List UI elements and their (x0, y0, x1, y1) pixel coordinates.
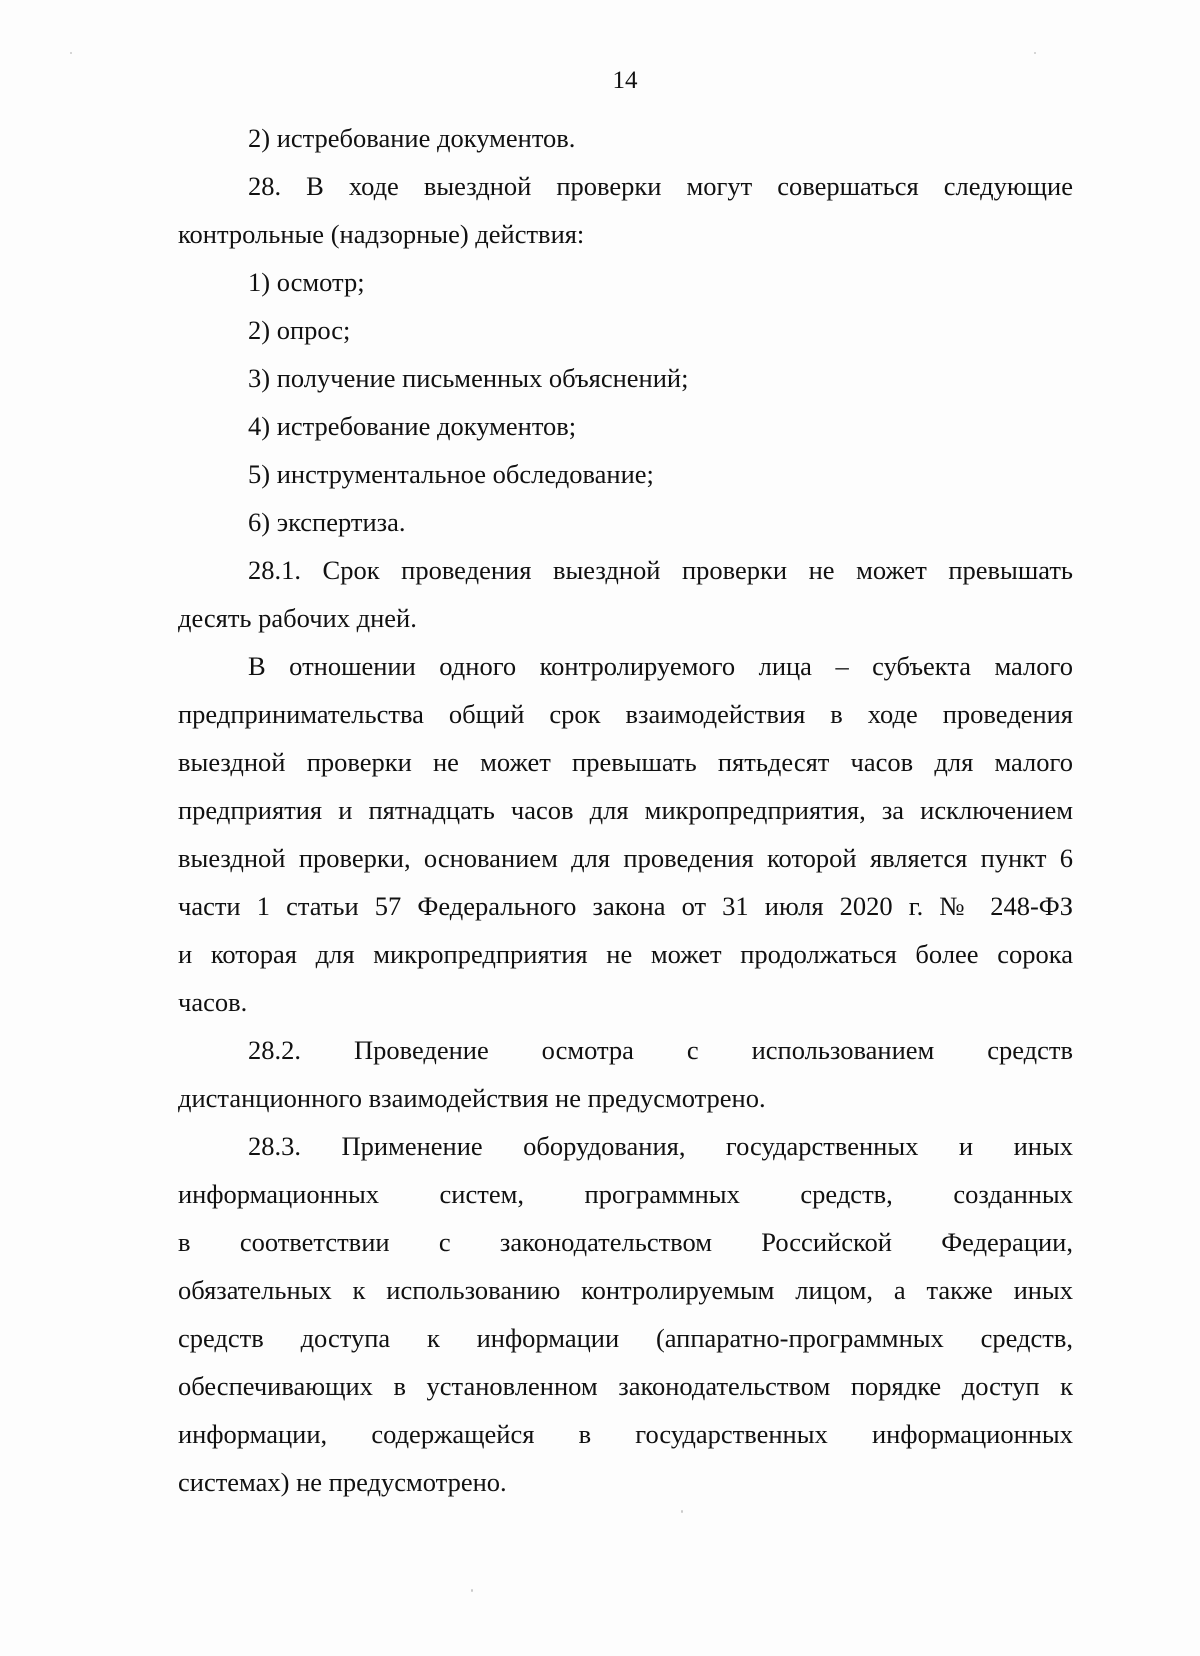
paragraph-small-business-line: часов. (178, 987, 248, 1017)
list-item-inspection: 1) осмотр; (248, 267, 365, 297)
paragraph-28-2-line: дистанционного взаимодействия не предусмотрено. (178, 1083, 766, 1113)
paragraph-28-2-line: 28.2. Проведение осмотра с использованием средств (248, 1035, 1073, 1065)
paragraph-28-line: контрольные (надзорные) действия: (178, 219, 585, 249)
paragraph-28-3-line: 28.3. Применение оборудования, государственных и иных (248, 1131, 1073, 1161)
paragraph-28-1-line: 28.1. Срок проведения выездной проверки не может превышать (248, 555, 1073, 585)
paragraph-28-3-line: информационных систем, программных средств, созданных (178, 1179, 1073, 1209)
paragraph-28-line: 28. В ходе выездной проверки могут совершаться следующие (248, 171, 1073, 201)
scan-speck (70, 52, 72, 54)
paragraph-small-business-line: предпринимательства общий срок взаимодействия в ходе проведения (178, 699, 1073, 729)
paragraph-28-1-line: десять рабочих дней. (178, 603, 417, 633)
paragraph-small-business-line: выездной проверки не может превышать пятьдесят часов для малого (178, 747, 1073, 777)
list-item-written-explanations: 3) получение письменных объяснений; (248, 363, 689, 393)
paragraph-small-business-line: предприятия и пятнадцать часов для микропредприятия, за исключением (178, 795, 1073, 825)
scan-speck (1034, 52, 1036, 54)
paragraph-28-3-line: системах) не предусмотрено. (178, 1467, 507, 1497)
paragraph-small-business-line: и которая для микропредприятия не может продолжаться более сорока (178, 939, 1073, 969)
list-item-2-document-request: 2) истребование документов. (248, 123, 576, 153)
scan-speck (681, 1510, 683, 1513)
paragraph-28-3-line: информации, содержащейся в государственных информационных (178, 1419, 1073, 1449)
paragraph-small-business-line: В отношении одного контролируемого лица – субъекта малого (248, 651, 1073, 681)
page-number: 14 (612, 67, 638, 94)
list-item-survey: 2) опрос; (248, 315, 351, 345)
list-item-instrumental-examination: 5) инструментальное обследование; (248, 459, 654, 489)
scan-speck (471, 1589, 473, 1592)
paragraph-small-business-line: выездной проверки, основанием для проведения которой является пункт 6 (178, 843, 1073, 873)
paragraph-28-3-line: в соответствии с законодательством Российской Федерации, (178, 1227, 1073, 1257)
paragraph-small-business-line: части 1 статьи 57 Федерального закона от 31 июля 2020 г. № 248-ФЗ (178, 891, 1073, 921)
list-item-documents: 4) истребование документов; (248, 411, 577, 441)
list-item-expertise: 6) экспертиза. (248, 507, 406, 537)
document-body (178, 114, 1073, 1506)
paragraph-28-3-line: средств доступа к информации (аппаратно-программных средств, (178, 1323, 1073, 1353)
paragraph-28-3-line: обязательных к использованию контролируемым лицом, а также иных (178, 1275, 1073, 1305)
paragraph-28-3-line: обеспечивающих в установленном законодательством порядке доступ к (178, 1371, 1073, 1401)
